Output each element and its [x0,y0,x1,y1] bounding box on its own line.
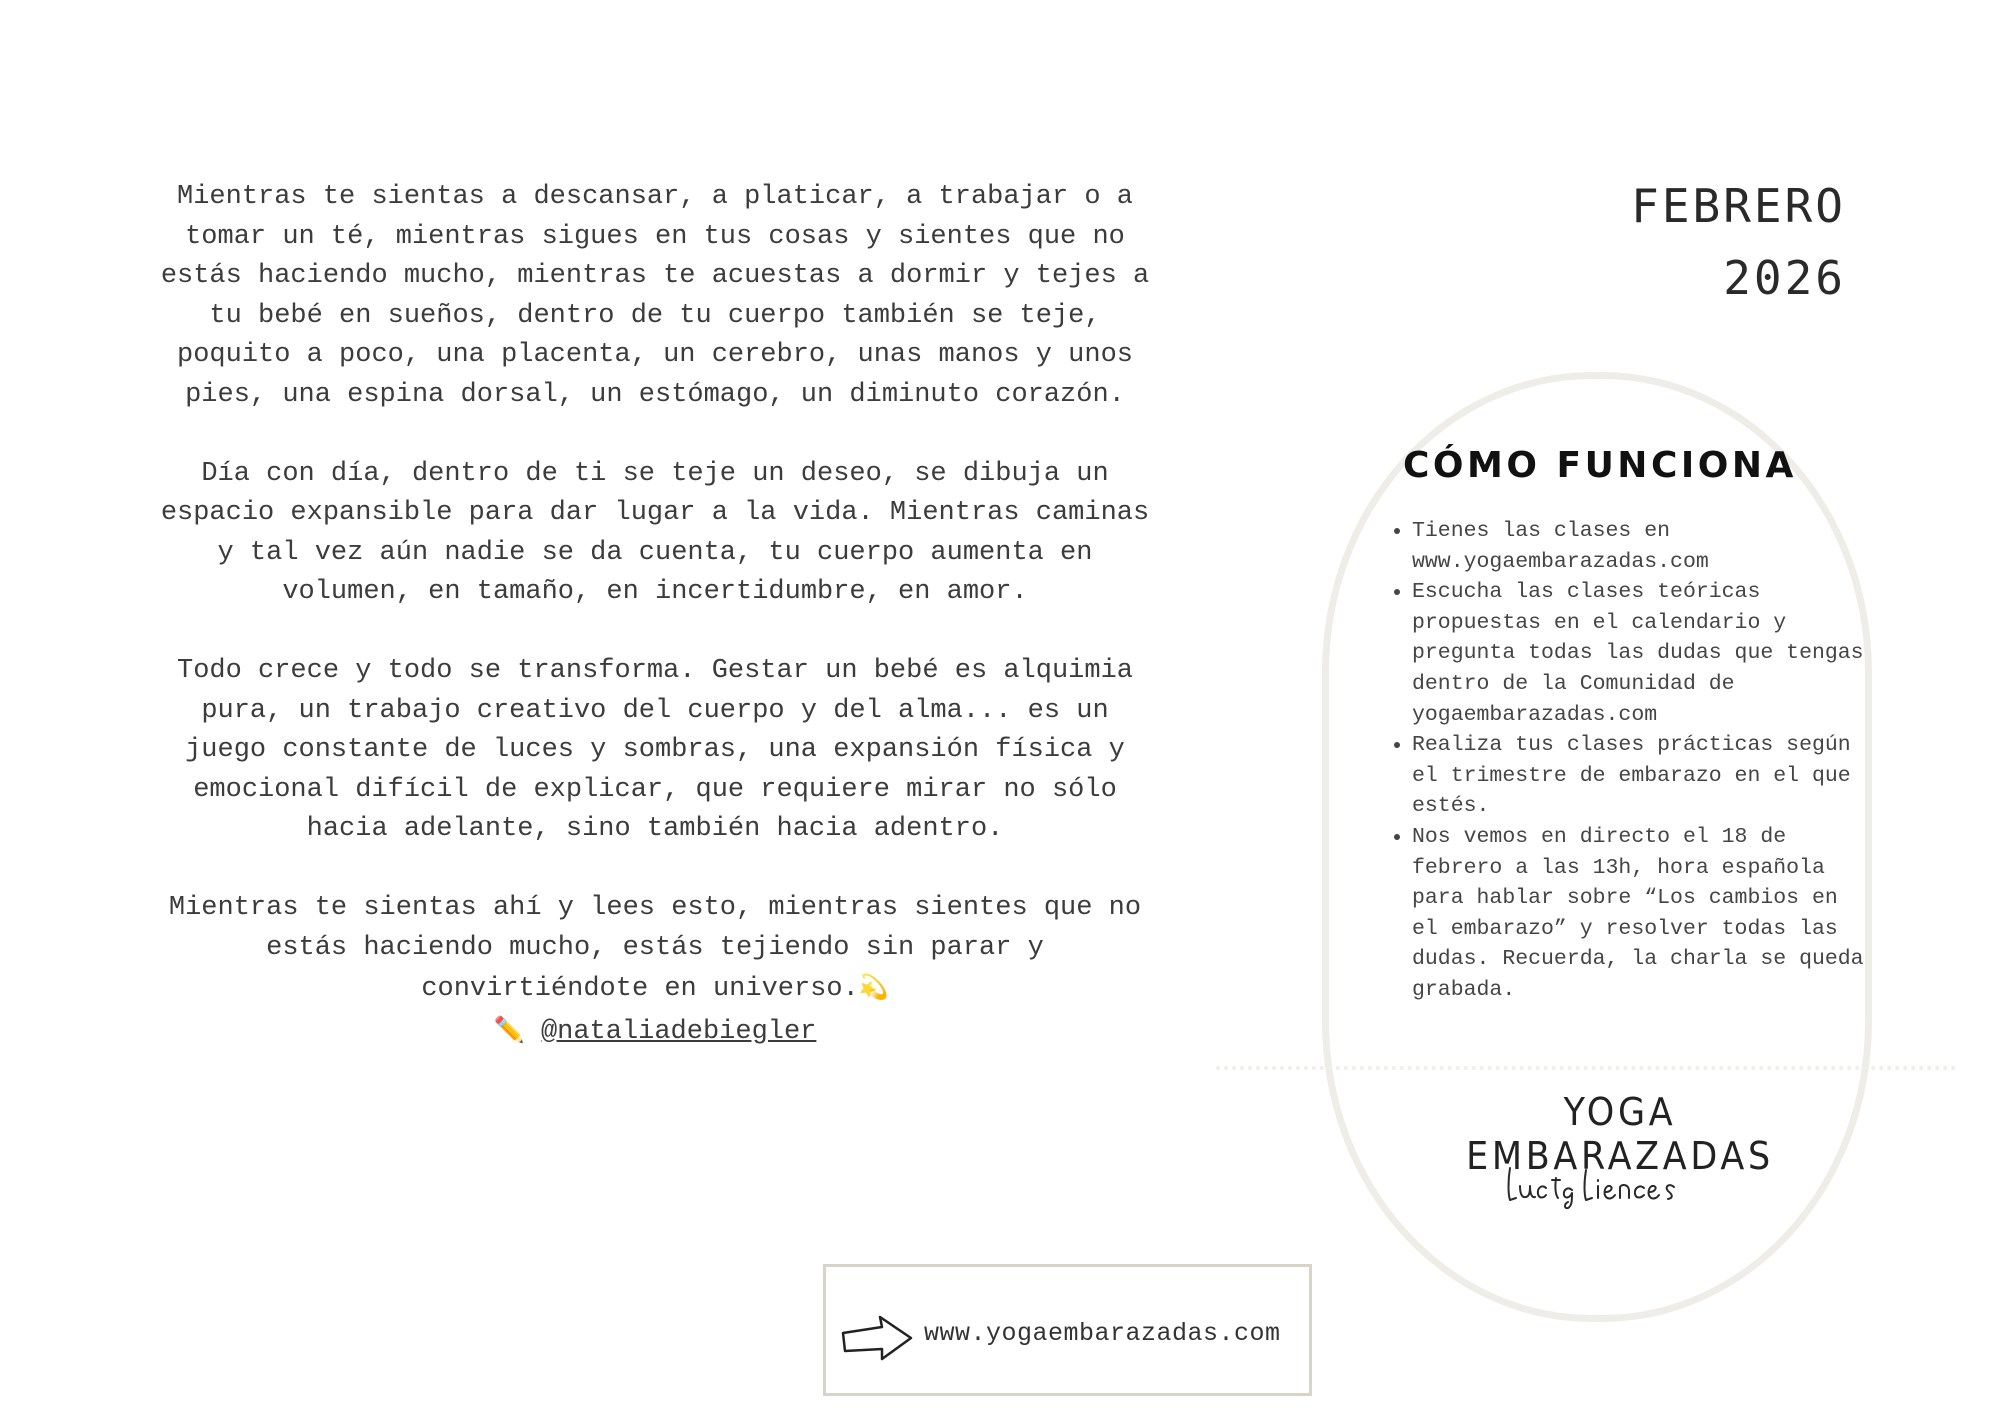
website-url[interactable]: www.yogaembarazadas.com [924,1319,1281,1348]
poem-paragraph-4 [160,889,1150,1010]
list-item: • Escucha las clases teóricas propuestas en el calendario y pregunta todas las dudas que tengas dentro de la Comunidad de yogaembarazadas.com [1412,577,1872,730]
poem-paragraph-3: Todo crece y todo se transforma. Gestar un bebé es alquimia pura, un trabajo creativo del cuerpo y del alma... es un juego constante de luces y sombras, una expansión física y emocional difícil de explicar, que requiere mirar no sólo hacia adelante, sino también hacia adentro. [177,656,1133,844]
poem-paragraph-2: Día con día, dentro de ti se teje un deseo, se dibuja un espacio expansible para dar lugar a la vida. Mientras caminas y tal vez aún nadie se da cuenta, tu cuerpo aumenta en volumen, en tamaño, en incertidumbre, en amor. [160,458,1150,607]
poem-paragraph-4-text: Mientras te sientas ahí y lees esto, mientras sientes que no estás haciendo mucho, estás tejiendo sin parar y convirtiéndote en universo. [168,893,1142,1004]
pencil-icon: ✏️ [493,1014,525,1044]
list-item: • Nos vemos en directo el 18 de febrero a las 13h, hora española para hablar sobre “Los cambios en el embarazo” y resolver todas las dudas. Recuerda, la charla se queda grabada. [1412,822,1872,1006]
list-item: • Tienes las clases en www.yogaembarazadas.com [1412,516,1872,577]
divider [1216,1066,1956,1070]
year-label: 2026 [1723,251,1846,305]
month-label: FEBRERO [1631,179,1846,233]
brand-name: YOGA EMBARAZADAS [1466,1090,1774,1178]
signature-logo [1502,1160,1682,1210]
author-credit [160,1010,1150,1053]
how-it-works-title: CÓMO FUNCIONA [1403,445,1797,486]
how-it-works-list [1386,516,1872,1006]
website-link-box[interactable] [823,1264,1312,1396]
arrow-right-outline-icon [840,1313,914,1363]
author-handle-link[interactable]: @nataliadebiegler [540,1016,817,1047]
sparkle-icon: 💫 [858,973,889,1001]
poem-paragraph-1: Mientras te sientas a descansar, a platicar, a trabajar o a tomar un té, mientras sigues en tus cosas y sientes que no estás haciendo mucho, mientras te acuestas a dormir y tejes a tu bebé en sueños, dentro de tu cuerpo también se teje, poquito a poco, una placenta, un cerebro, unas manos y unos pies, una espina dorsal, un estómago, un diminuto corazón. [160,182,1150,410]
poem-text [160,178,1150,1052]
date-heading [1631,170,1846,314]
list-item: • Realiza tus clases prácticas según el trimestre de embarazo en el que estés. [1412,730,1872,822]
